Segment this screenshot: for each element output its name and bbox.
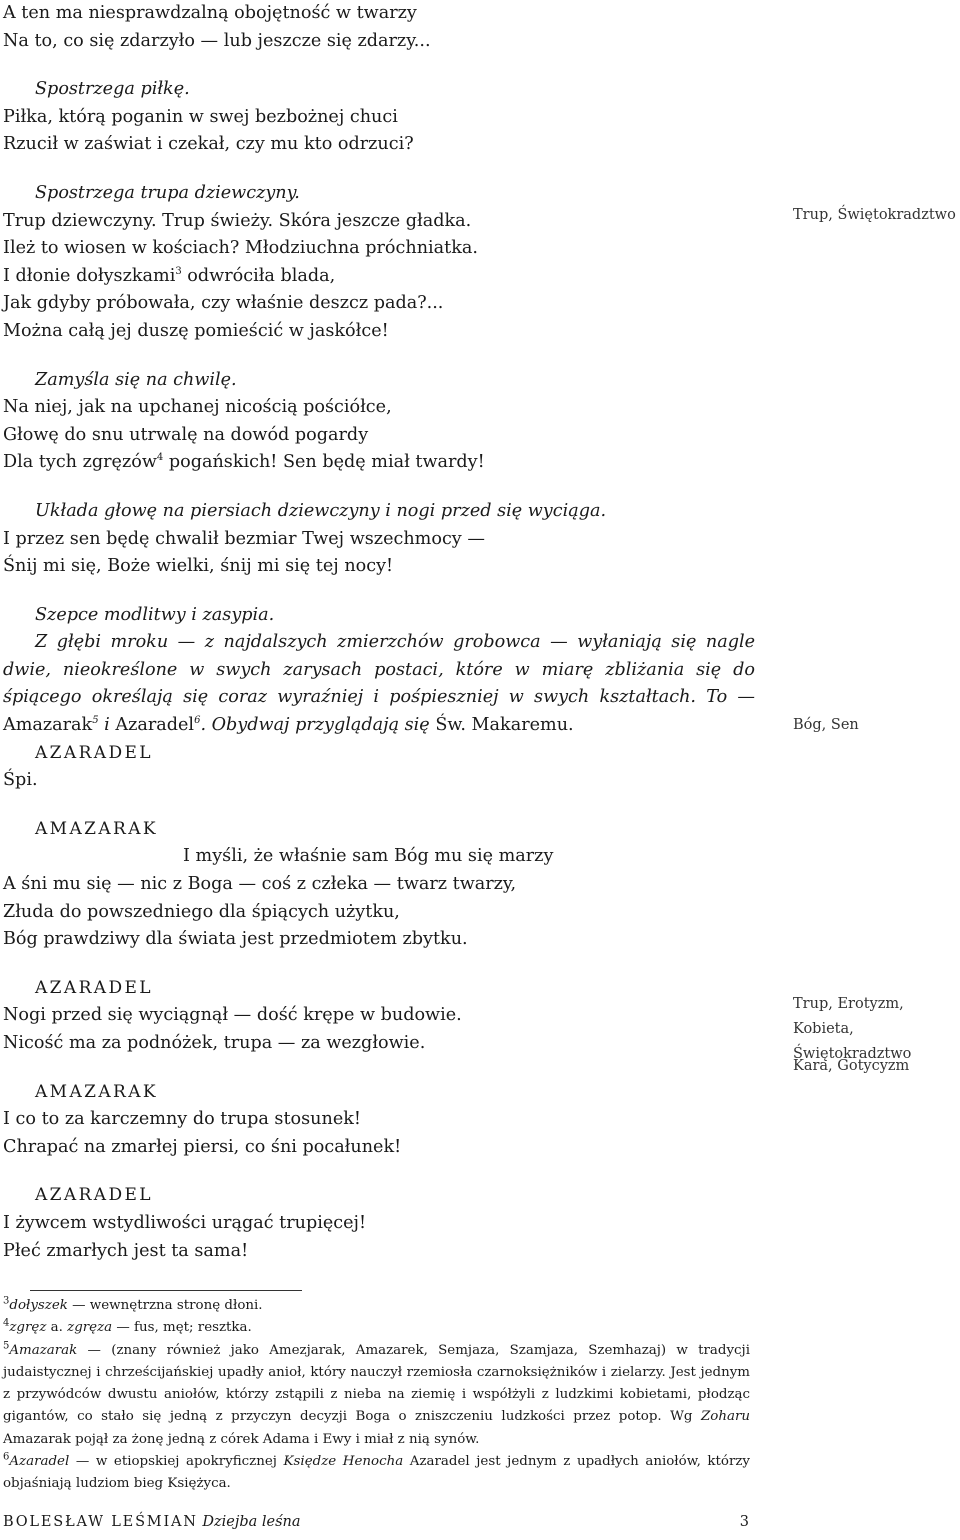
verse-line: Śpi. bbox=[3, 770, 38, 791]
footnote-ref: 3 bbox=[175, 265, 182, 277]
verse-line: Bóg prawdziwy dla świata jest przedmiotem zbytku. bbox=[3, 929, 468, 950]
footnote-ref: 5 bbox=[92, 715, 99, 727]
stage-direction: Zamyśla się na chwilę. bbox=[35, 369, 237, 390]
speaker-azaradel: AZARADEL bbox=[35, 742, 153, 763]
speaker-amazarak: AMAZARAK bbox=[35, 818, 159, 839]
verse-line: Rzucił w zaświat i czekał, czy mu kto odrzuci? bbox=[3, 134, 414, 155]
footnote-ref: 4 bbox=[156, 452, 164, 464]
verse-line: Nicość ma za podnóżek, trupa — za wezgłowie. bbox=[3, 1033, 426, 1053]
footer-author: BOLESŁAW LEŚMIAN bbox=[3, 1514, 198, 1530]
margin-tag: Trup, Erotyzm, Kobieta, Świętokradztwo bbox=[793, 996, 912, 1062]
verse-line: Złuda do powszedniego dla śpiących użytku, bbox=[3, 901, 400, 922]
verse-line: Chrapać na zmarłej piersi, co śni pocałunek! bbox=[3, 1136, 402, 1157]
verse-line: Ileż to wiosen w kościach? Młodziuchna próchniatka. bbox=[3, 238, 478, 259]
stage-direction: Układa głowę na piersiach dziewczyny i nogi przed się wyciąga. bbox=[35, 500, 607, 521]
verse-line: Dla tych zgręzów$^4$ pogańskich! Sen będę miał twardy! bbox=[3, 452, 485, 473]
footnote-5: $^5$Amazarak — (znany również jako Amezjarak, Amazarek, Semjaza, Szamjaza, Szemhazaj) w tradycji judaistycznej i chrześcijańskiej upadły anioł, który nauczył rzemiosła czarnoksiężników i zielarzy. Jest jednym z przywódców dwustu aniołów, którzy zstąpili z nieba na ziemię i współżyli z ludzkimi kobietami, płodząc gigantów, co stało się jedną z przyczyn decyzji Boga o zniszczeniu ludzkości przez potop. Wg Zoharu Amazarak pojął za żonę jedną z córek Adama i Ewy i miał z nią synów. bbox=[3, 1340, 750, 1447]
verse-line: Na to, co się zdarzyło — lub jeszcze się zdarzy... bbox=[3, 30, 431, 51]
stage-direction: Spostrzega trupa dziewczyny. bbox=[35, 182, 300, 203]
margin-tag: Kara, Gotycyzm bbox=[793, 1058, 910, 1074]
verse-line: Głowę do snu utrwalę na dowód pogardy bbox=[3, 424, 369, 445]
footnote-3: $^3$dołyszek — wewnętrzna stronę dłoni. bbox=[3, 1295, 263, 1313]
verse-line: Piłka, którą poganin w swej bezbożnej chuci bbox=[3, 106, 398, 127]
footnote-6: $^6$Azaradel — w etiopskiej apokryficznej Księdze Henocha Azaradel jest jednym z upadłych aniołów, którzy objaśniają ludziom bieg Księżyca. bbox=[3, 1451, 750, 1492]
margin-tag: Trup, Świętokradztwo bbox=[793, 207, 956, 223]
stage-direction: Szepce modlitwy i zasypia. bbox=[35, 604, 275, 625]
verse-line: Można całą jej duszę pomieścić w jaskółce! bbox=[3, 320, 389, 341]
verse-line: Nogi przed się wyciągnął — dość krępe w budowie. bbox=[3, 1005, 462, 1026]
footnote-4: $^4$zgręz a. zgręza — fus, męt; resztka. bbox=[3, 1317, 252, 1336]
verse-line: I żywcem wstydliwości urągać trupięcej! bbox=[3, 1212, 367, 1233]
verse-line: I dłonie dołyszkami$^3$ odwróciła blada, bbox=[3, 265, 336, 286]
main-text bbox=[3, 0, 755, 1265]
verse-line: Na niej, jak na upchanej nicością pościółce, bbox=[3, 397, 392, 418]
verse-line: Jak gdyby próbowała, czy właśnie deszcz pada?... bbox=[3, 293, 444, 314]
verse-line: I przez sen będę chwalił bezmiar Twej wszechmocy — bbox=[3, 528, 485, 549]
footnote-separator bbox=[30, 1290, 302, 1291]
verse-line: I co to za karczemny do trupa stosunek! bbox=[3, 1109, 361, 1130]
verse-line: A śni mu się — nic z Boga — coś z człeka — twarz twarzy, bbox=[3, 874, 517, 895]
verse-line: I myśli, że właśnie sam Bóg mu się marzy bbox=[183, 846, 554, 867]
margin-tag: Bóg, Sen bbox=[793, 717, 859, 733]
verse-line: A ten ma niesprawdzalną obojętność w twarzy bbox=[3, 3, 417, 23]
verse-line: Płeć zmarłych jest ta sama! bbox=[3, 1240, 249, 1261]
page-number: 3 bbox=[739, 1514, 749, 1530]
footer-title: Dziejba leśna bbox=[202, 1514, 301, 1530]
footnotes bbox=[3, 1295, 750, 1496]
footnote-ref: 6 bbox=[194, 715, 201, 727]
verse-line: Trup dziewczyny. Trup świeży. Skóra jeszcze gładka. bbox=[3, 210, 472, 231]
stage-direction: Spostrzega piłkę. bbox=[35, 79, 190, 100]
verse-line: Śnij mi się, Boże wielki, śnij mi się tej nocy! bbox=[3, 556, 394, 577]
speaker-azaradel: AZARADEL bbox=[35, 1185, 153, 1206]
stage-prose: Z głębi mroku — z najdalszych zmierzchów grobowca — wyłaniają się nagle dwie, nieokreślone w swych zarysach postaci, które w miarę zbliżania się do śpiącego określają się coraz wyraźniej i pośpieszniej w swych kształtach. To — Amazarak$^5$ i Azaradel$^6$. Obydwaj przyglądają się Św. Makaremu. bbox=[3, 632, 755, 736]
speaker-azaradel: AZARADEL bbox=[35, 977, 153, 998]
page-footer bbox=[3, 1514, 755, 1530]
speaker-amazarak: AMAZARAK bbox=[35, 1081, 159, 1102]
